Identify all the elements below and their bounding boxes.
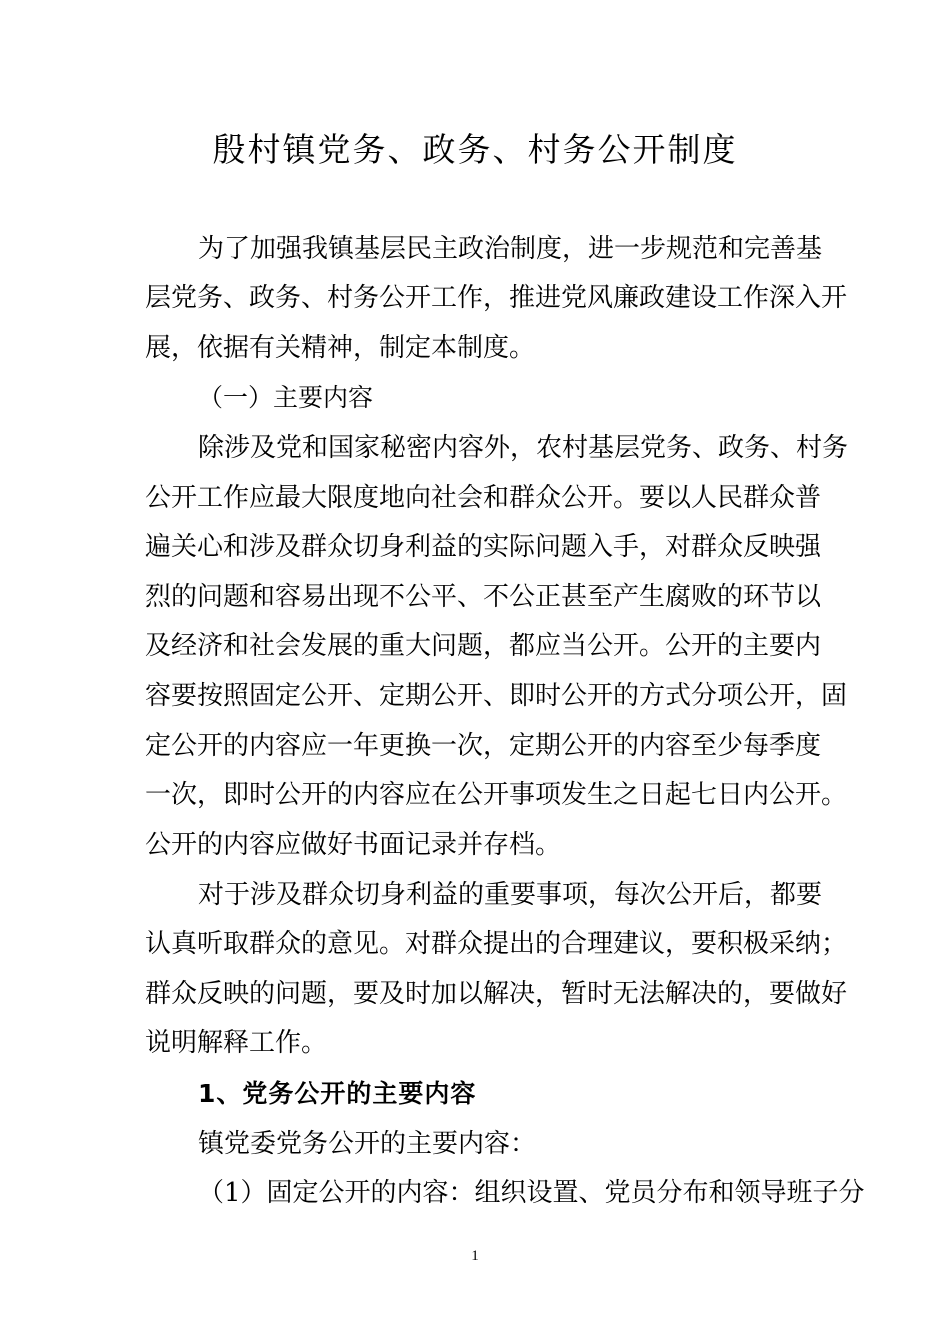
section1-para1-line-5: 及经济和社会发展的重大问题，都应当公开。公开的主要内 bbox=[145, 631, 822, 661]
section1-para2-line-4: 说明解释工作。 bbox=[145, 1028, 328, 1058]
subsection1-line-2: （1）固定公开的内容：组织设置、党员分布和领导班子分 bbox=[198, 1178, 865, 1208]
subsection-heading-party-affairs: 1、党务公开的主要内容 bbox=[198, 1079, 477, 1108]
section1-para2-line-3: 群众反映的问题，要及时加以解决，暂时无法解决的，要做好 bbox=[145, 979, 848, 1009]
section1-para2-line-1: 对于涉及群众切身利益的重要事项，每次公开后，都要 bbox=[198, 880, 823, 910]
intro-line-1: 为了加强我镇基层民主政治制度，进一步规范和完善基 bbox=[198, 234, 823, 264]
section1-para2-line-2: 认真听取群众的意见。对群众提出的合理建议，要积极采纳； bbox=[145, 929, 848, 959]
subsection1-line-1: 镇党委党务公开的主要内容： bbox=[198, 1129, 537, 1159]
section1-para1-line-6: 容要按照固定公开、定期公开、即时公开的方式分项公开，固 bbox=[145, 681, 848, 711]
section1-para1-line-1: 除涉及党和国家秘密内容外，农村基层党务、政务、村务 bbox=[198, 433, 849, 463]
section1-para1-line-9: 公开的内容应做好书面记录并存档。 bbox=[145, 830, 562, 860]
section1-para1-line-2: 公开工作应最大限度地向社会和群众公开。要以人民群众普 bbox=[145, 483, 822, 513]
section1-para1-line-4: 烈的问题和容易出现不公平、不公正甚至产生腐败的环节以 bbox=[145, 582, 822, 612]
intro-line-3: 展，依据有关精神，制定本制度。 bbox=[145, 333, 536, 363]
section1-para1-line-7: 定公开的内容应一年更换一次，定期公开的内容至少每季度 bbox=[145, 731, 822, 761]
document-title: 殷村镇党务、政务、村务公开制度 bbox=[212, 130, 738, 169]
section1-para1-line-8: 一次，即时公开的内容应在公开事项发生之日起七日内公开。 bbox=[145, 780, 848, 810]
page-number: 1 bbox=[471, 1248, 479, 1264]
section-heading-main-content: （一）主要内容 bbox=[198, 383, 374, 412]
intro-line-2: 层党务、政务、村务公开工作，推进党风廉政建设工作深入开 bbox=[145, 283, 848, 313]
section1-para1-line-3: 遍关心和涉及群众切身利益的实际问题入手，对群众反映强 bbox=[145, 532, 822, 562]
